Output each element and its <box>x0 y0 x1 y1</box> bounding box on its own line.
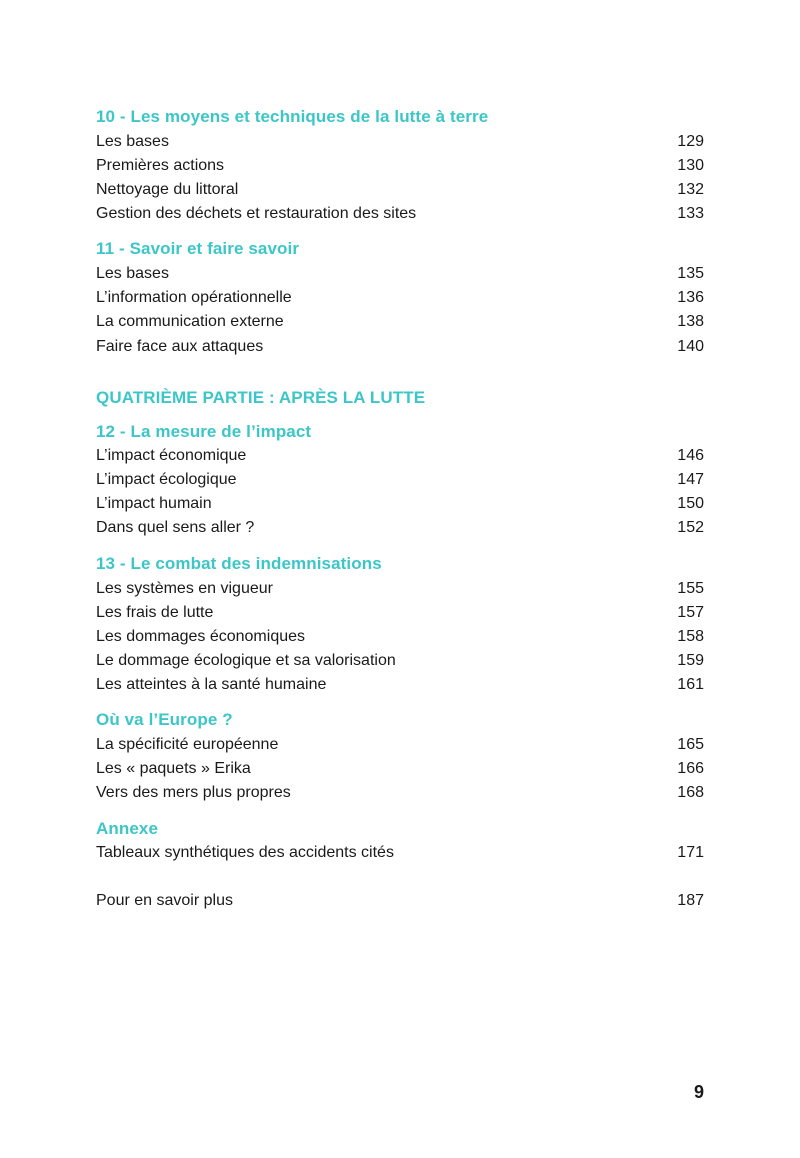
toc-entry-page: 155 <box>677 580 704 597</box>
toc-entry-label: Gestion des déchets et restauration des sites <box>96 205 417 222</box>
toc-entry-page: 168 <box>677 784 704 801</box>
toc-entry <box>96 338 704 360</box>
section-heading-12: 12 - La mesure de l’impact <box>96 422 312 441</box>
toc-entry-page: 166 <box>677 760 704 777</box>
toc-entry <box>96 181 704 203</box>
section-heading-annexe: Annexe <box>96 819 159 838</box>
toc-entry-page: 147 <box>677 471 704 488</box>
toc-entry-page: 132 <box>677 181 704 198</box>
toc-entry-label: Les frais de lutte <box>96 604 214 621</box>
section-heading-11: 11 - Savoir et faire savoir <box>96 239 300 258</box>
toc-entry-label: Vers des mers plus propres <box>96 784 291 801</box>
toc-entry-page: 161 <box>677 676 704 693</box>
toc-entry <box>96 676 704 698</box>
toc-entry-label: La spécificité européenne <box>96 736 279 753</box>
toc-entry <box>96 447 704 469</box>
toc-entry-label: L’impact économique <box>96 447 247 464</box>
toc-entry <box>96 844 704 866</box>
toc-entry <box>96 519 704 541</box>
toc-entry <box>96 580 704 602</box>
toc-entry <box>96 604 704 626</box>
toc-entry <box>96 265 704 287</box>
section-heading-13: 13 - Le combat des indemnisations <box>96 554 382 573</box>
toc-entry-label: Les systèmes en vigueur <box>96 580 273 597</box>
toc-entry-page: 150 <box>677 495 704 512</box>
toc-entry-label: Pour en savoir plus <box>96 892 233 909</box>
toc-entry <box>96 157 704 179</box>
toc-entry-label: Les bases <box>96 265 169 282</box>
toc-entry-page: 129 <box>677 133 704 150</box>
toc-entry <box>96 760 704 782</box>
toc-entry-label: Tableaux synthétiques des accidents cités <box>96 844 394 861</box>
toc-entry <box>96 892 704 914</box>
toc-entry-page: 158 <box>677 628 704 645</box>
toc-entry-label: Les « paquets » Erika <box>96 760 251 777</box>
toc-entry-page: 135 <box>677 265 704 282</box>
toc-entry <box>96 133 704 155</box>
toc-entry <box>96 205 704 227</box>
toc-entry-page: 146 <box>677 447 704 464</box>
toc-entry <box>96 784 704 806</box>
toc-entry-page: 159 <box>677 652 704 669</box>
toc-entry-page: 187 <box>677 892 704 909</box>
section-heading-europe: Où va l’Europe ? <box>96 710 233 729</box>
toc-entry-label: Nettoyage du littoral <box>96 181 239 198</box>
toc-entry-label: Les bases <box>96 133 169 150</box>
page-number: 9 <box>693 1082 704 1102</box>
part-title: QUATRIÈME PARTIE : APRÈS LA LUTTE <box>96 388 426 407</box>
toc-entry-label: L’impact écologique <box>96 471 237 488</box>
toc-entry <box>96 471 704 493</box>
toc-entry-page: 157 <box>677 604 704 621</box>
toc-entry <box>96 495 704 517</box>
toc-entry-page: 171 <box>677 844 704 861</box>
toc-entry-page: 130 <box>677 157 704 174</box>
toc-entry-page: 138 <box>677 313 704 330</box>
toc-entry <box>96 628 704 650</box>
toc-entry-page: 136 <box>677 289 704 306</box>
toc-entry <box>96 289 704 311</box>
toc-entry-page: 140 <box>677 338 704 355</box>
toc-entry-label: Les atteintes à la santé humaine <box>96 676 327 693</box>
toc-entry-label: L’information opérationnelle <box>96 289 292 306</box>
toc-entry-page: 165 <box>677 736 704 753</box>
toc-entry-page: 133 <box>677 205 704 222</box>
toc-entry <box>96 736 704 758</box>
toc-entry <box>96 313 704 335</box>
toc-entry-label: Dans quel sens aller ? <box>96 519 255 536</box>
section-heading-10: 10 - Les moyens et techniques de la lutte à terre <box>96 107 489 126</box>
toc-entry <box>96 652 704 674</box>
toc-entry-label: La communication externe <box>96 313 284 330</box>
toc-entry-label: Les dommages économiques <box>96 628 306 645</box>
toc-entry-label: L’impact humain <box>96 495 212 512</box>
toc-entry-label: Faire face aux attaques <box>96 338 264 355</box>
toc-entry-page: 152 <box>677 519 704 536</box>
toc-entry-label: Premières actions <box>96 157 225 174</box>
toc-entry-label: Le dommage écologique et sa valorisation <box>96 652 396 669</box>
